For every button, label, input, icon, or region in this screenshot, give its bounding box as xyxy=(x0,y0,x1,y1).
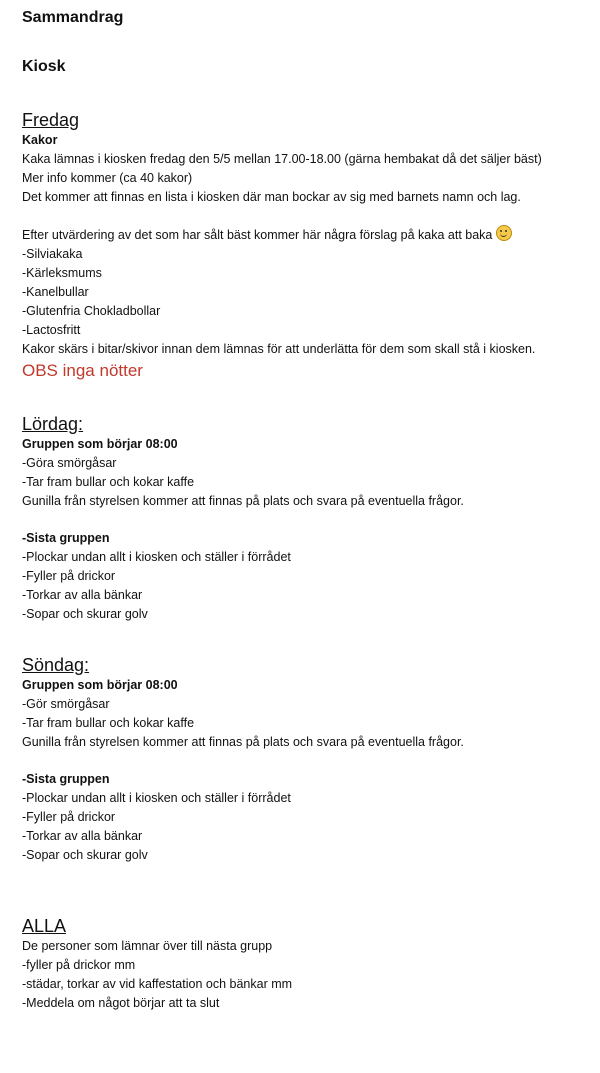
suggestion-item: -Kärleksmums xyxy=(22,266,102,280)
heading-lordag: Lördag: xyxy=(22,414,84,434)
lordag-group1-line: -Tar fram bullar och kokar kaffe xyxy=(22,475,195,489)
sondag-group2-title: -Sista gruppen xyxy=(22,772,110,786)
section-alla xyxy=(22,915,590,1013)
alla-line: -Meddela om något börjar att ta slut xyxy=(22,996,220,1010)
sondag-group2-line: -Sopar och skurar golv xyxy=(22,848,148,862)
lordag-group1-title: Gruppen som börjar 08:00 xyxy=(22,437,178,451)
document-title: Sammandrag xyxy=(22,9,124,26)
heading-fredag: Fredag xyxy=(22,110,80,130)
section-fredag xyxy=(22,109,590,383)
warning-no-nuts: OBS inga nötter xyxy=(22,361,143,380)
document-subtitle: Kiosk xyxy=(22,58,66,75)
sondag-group2-line: -Plockar undan allt i kiosken och ställer i förrådet xyxy=(22,791,291,805)
fredag-line: Mer info kommer (ca 40 kakor) xyxy=(22,171,193,185)
fredag-note: Kakor skärs i bitar/skivor innan dem lämnas för att underlätta för dem som skall stå i kiosken. xyxy=(22,342,536,356)
heading-sondag: Söndag: xyxy=(22,655,90,675)
lordag-group2-line: -Sopar och skurar golv xyxy=(22,607,148,621)
section-lordag xyxy=(22,413,590,624)
suggestion-item: -Silviakaka xyxy=(22,247,83,261)
heading-alla: ALLA xyxy=(22,916,67,936)
fredag-line: Det kommer att finnas en lista i kiosken där man bockar av sig med barnets namn och lag. xyxy=(22,190,521,204)
lordag-group1-line: -Göra smörgåsar xyxy=(22,456,117,470)
alla-line: De personer som lämnar över till nästa grupp xyxy=(22,939,273,953)
subheading-kakor: Kakor xyxy=(22,133,58,147)
sondag-group1-title: Gruppen som börjar 08:00 xyxy=(22,678,178,692)
suggestion-item: -Glutenfria Chokladbollar xyxy=(22,304,161,318)
smiley-icon xyxy=(496,225,512,241)
lordag-group1-line: Gunilla från styrelsen kommer att finnas på plats och svara på eventuella frågor. xyxy=(22,494,464,508)
lordag-group2-line: -Fyller på drickor xyxy=(22,569,116,583)
sondag-group1-line: -Tar fram bullar och kokar kaffe xyxy=(22,716,195,730)
lordag-group2-line: -Plockar undan allt i kiosken och ställer i förrådet xyxy=(22,550,291,564)
section-sondag xyxy=(22,654,590,865)
sondag-group1-line: -Gör smörgåsar xyxy=(22,697,110,711)
sondag-group1-line: Gunilla från styrelsen kommer att finnas på plats och svara på eventuella frågor. xyxy=(22,735,464,749)
alla-line: -fyller på drickor mm xyxy=(22,958,136,972)
lordag-group2-line: -Torkar av alla bänkar xyxy=(22,588,143,602)
lordag-group2-title: -Sista gruppen xyxy=(22,531,110,545)
document xyxy=(22,6,590,1013)
suggestion-item: -Kanelbullar xyxy=(22,285,89,299)
suggestion-item: -Lactosfritt xyxy=(22,323,81,337)
sondag-group2-line: -Fyller på drickor xyxy=(22,810,116,824)
sondag-group2-line: -Torkar av alla bänkar xyxy=(22,829,143,843)
suggestions-intro xyxy=(22,225,590,245)
suggestions-intro-text: Efter utvärdering av det som har sålt bäst kommer här några förslag på kaka att baka xyxy=(22,228,493,242)
alla-line: -städar, torkar av vid kaffestation och bänkar mm xyxy=(22,977,293,991)
fredag-line: Kaka lämnas i kiosken fredag den 5/5 mellan 17.00-18.00 (gärna hembakat då det säljer bäst) xyxy=(22,152,542,166)
